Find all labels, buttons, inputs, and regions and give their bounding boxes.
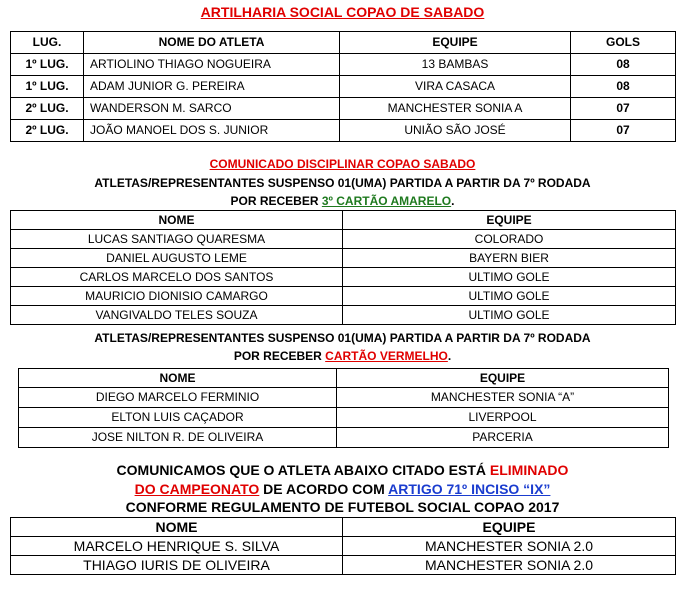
table-row: MARCELO HENRIQUE S. SILVA MANCHESTER SONIA 2.0 [11, 537, 676, 556]
table-row: THIAGO IURIS DE OLIVEIRA MANCHESTER SONIA 2.0 [11, 556, 676, 575]
yellow-card-table [10, 210, 676, 325]
col-nome: NOME [19, 369, 337, 388]
table-row: 2º LUG. JOÃO MANOEL DOS S. JUNIOR UNIÃO SÃO JOSÉ 07 [11, 120, 676, 142]
eliminated-highlight: ELIMINADO [489, 462, 569, 478]
table-row: LUCAS SANTIAGO QUARESMA COLORADO [11, 230, 676, 249]
article-reference: ARTIGO 71º INCISO “IX” [388, 481, 551, 497]
col-nome: NOME [11, 211, 343, 230]
table-header-row [11, 518, 676, 537]
eliminated-line1: COMUNICAMOS QUE O ATLETA ABAIXO CITADO ESTÁ ELIMINADO [116, 462, 569, 478]
table-header-row [19, 369, 669, 388]
yellow-card-highlight: 3º CARTÃO AMARELO [321, 194, 452, 208]
table-row: DIEGO MARCELO FERMINIO MANCHESTER SONIA “A” [19, 388, 669, 408]
eliminated-line3: CONFORME REGULAMENTO DE FUTEBOL SOCIAL COPAO 2017 [125, 499, 560, 515]
red-suspension-line2: POR RECEBER CARTÃO VERMELHO. [233, 349, 452, 363]
disciplinary-title: COMUNICADO DISCIPLINAR COPAO SABADO [209, 157, 476, 171]
table-row: VANGIVALDO TELES SOUZA ULTIMO GOLE [11, 306, 676, 325]
col-equipe: EQUIPE [340, 32, 571, 54]
table-header-row [11, 211, 676, 230]
red-suspension-line1: ATLETAS/REPRESENTANTES SUSPENSO 01(UMA) PARTIDA A PARTIR DA 7º RODADA [94, 331, 591, 345]
table-row: 2º LUG. WANDERSON M. SARCO MANCHESTER SONIA A 07 [11, 98, 676, 120]
table-row: JOSE NILTON R. DE OLIVEIRA PARCERIA [19, 428, 669, 448]
table-header-row [11, 32, 676, 54]
table-row: 1º LUG. ARTIOLINO THIAGO NOGUEIRA 13 BAMBAS 08 [11, 54, 676, 76]
scorers-title: ARTILHARIA SOCIAL COPAO DE SABADO [200, 4, 485, 20]
table-row: CARLOS MARCELO DOS SANTOS ULTIMO GOLE [11, 268, 676, 287]
col-lug: LUG. [11, 32, 84, 54]
red-card-table [18, 368, 669, 448]
eliminated-table [10, 517, 676, 575]
scorers-table [10, 31, 676, 142]
table-row: MAURICIO DIONISIO CAMARGO ULTIMO GOLE [11, 287, 676, 306]
table-row: ELTON LUIS CAÇADOR LIVERPOOL [19, 408, 669, 428]
col-nome: NOME DO ATLETA [84, 32, 340, 54]
table-row: 1º LUG. ADAM JUNIOR G. PEREIRA VIRA CASACA 08 [11, 76, 676, 98]
yellow-suspension-line1: ATLETAS/REPRESENTANTES SUSPENSO 01(UMA) PARTIDA A PARTIR DA 7º RODADA [94, 176, 591, 190]
red-card-highlight: CARTÃO VERMELHO [325, 349, 448, 363]
table-row: DANIEL AUGUSTO LEME BAYERN BIER [11, 249, 676, 268]
yellow-suspension-line2: POR RECEBER 3º CARTÃO AMARELO. [230, 194, 455, 208]
col-equipe: EQUIPE [343, 211, 676, 230]
eliminated-line2: DO CAMPEONATO DE ACORDO COM ARTIGO 71º INCISO “IX” [134, 481, 551, 497]
col-gols: GOLS [571, 32, 676, 54]
col-equipe: EQUIPE [343, 518, 676, 537]
col-equipe: EQUIPE [337, 369, 669, 388]
col-nome: NOME [11, 518, 343, 537]
